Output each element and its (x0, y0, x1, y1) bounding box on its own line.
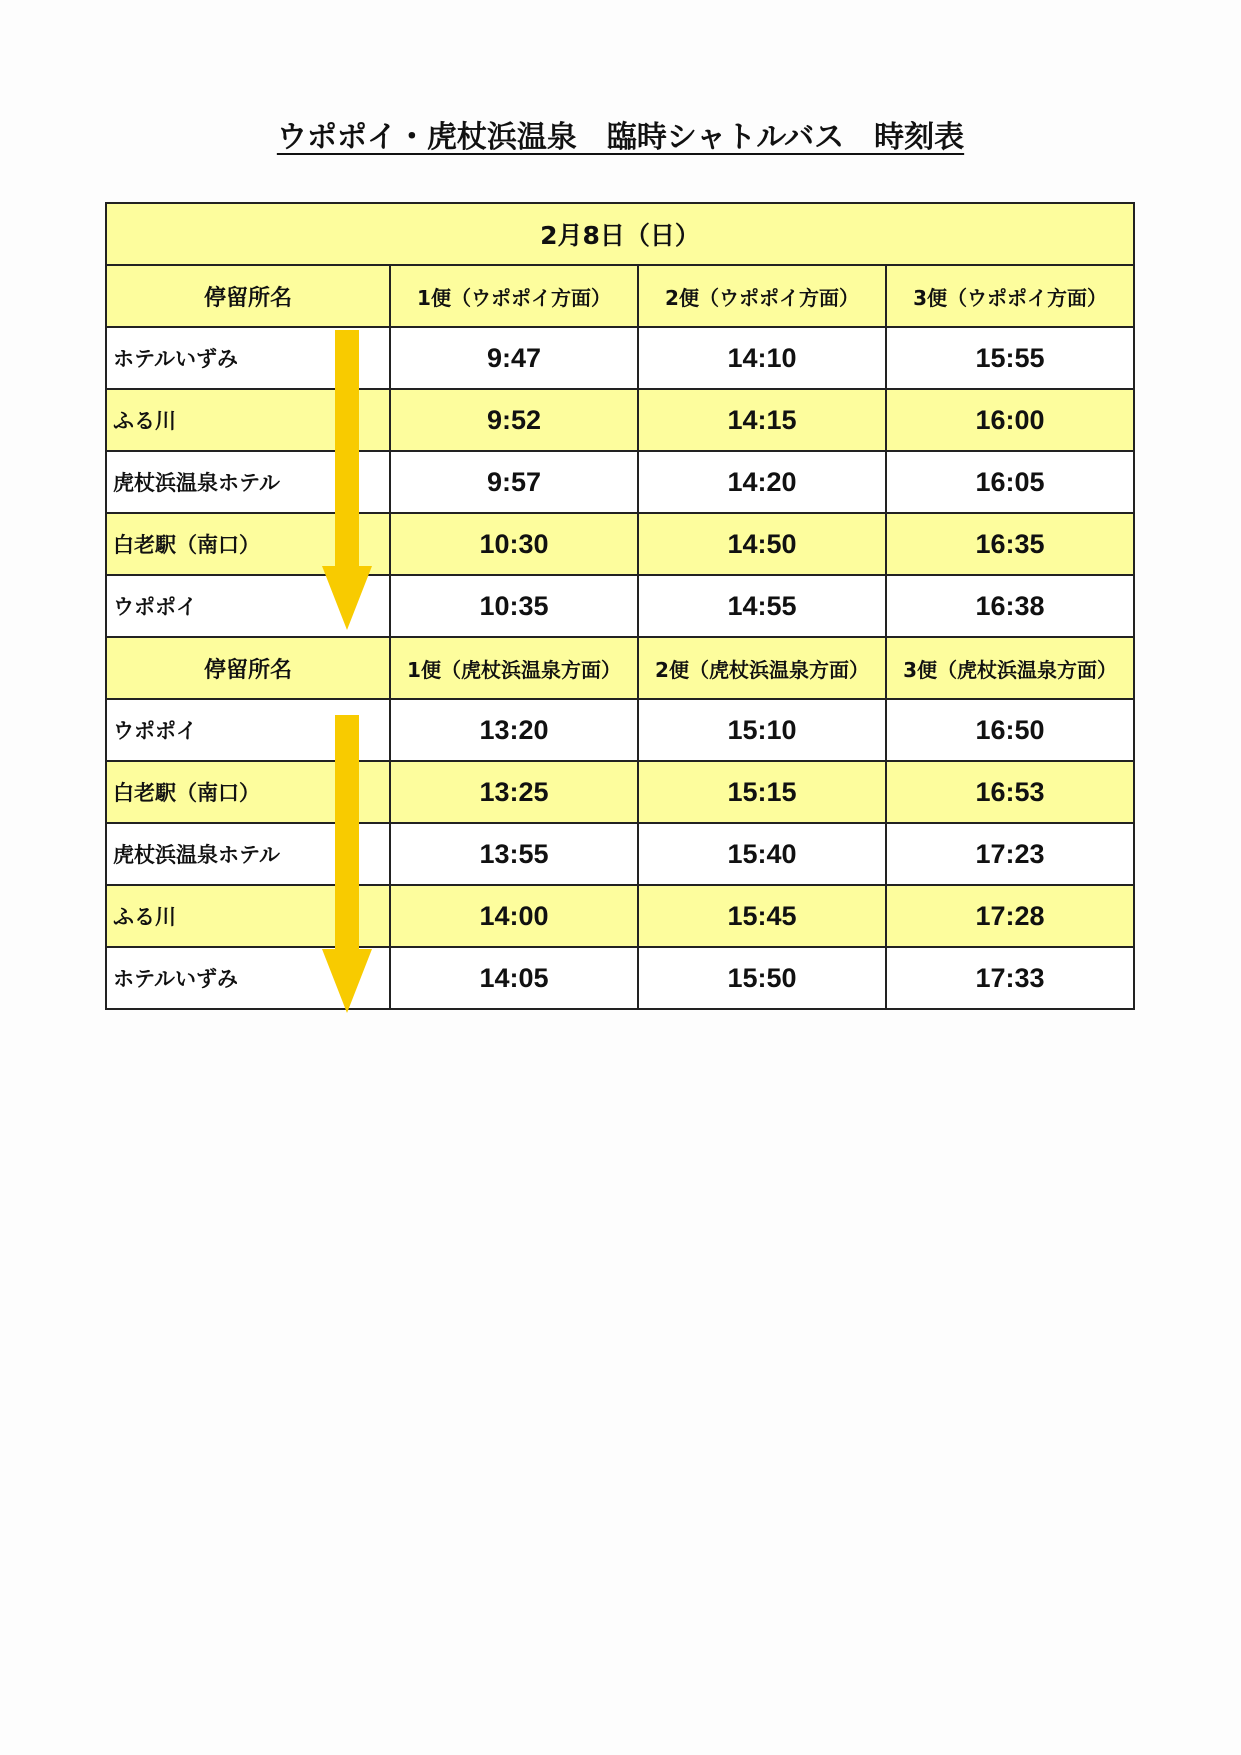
stop-name: 白老駅（南口） (106, 761, 390, 823)
header-row (106, 637, 1134, 699)
stop-name: ウポポイ (106, 575, 390, 637)
table-row (106, 761, 1134, 823)
departure-time: 9:47 (390, 327, 638, 389)
header-trip-2: 2便（虎杖浜温泉方面） (638, 637, 886, 699)
departure-time: 16:38 (886, 575, 1134, 637)
departure-time: 17:23 (886, 823, 1134, 885)
header-trip-3: 3便（ウポポイ方面） (886, 265, 1134, 327)
stop-name: ふる川 (106, 885, 390, 947)
departure-time: 15:15 (638, 761, 886, 823)
departure-time: 17:28 (886, 885, 1134, 947)
departure-time: 14:00 (390, 885, 638, 947)
departure-time: 16:00 (886, 389, 1134, 451)
stop-name: ふる川 (106, 389, 390, 451)
departure-time: 10:35 (390, 575, 638, 637)
title-text: ウポポイ・虎杖浜温泉 臨時シャトルバス 時刻表 (276, 120, 965, 155)
header-stop-name: 停留所名 (106, 637, 390, 699)
departure-time: 14:55 (638, 575, 886, 637)
departure-time: 15:55 (886, 327, 1134, 389)
header-stop-name: 停留所名 (106, 265, 390, 327)
departure-time: 13:55 (390, 823, 638, 885)
table-row (106, 389, 1134, 451)
header-row (106, 265, 1134, 327)
stop-name: 虎杖浜温泉ホテル (106, 451, 390, 513)
header-trip-1: 1便（ウポポイ方面） (390, 265, 638, 327)
departure-time: 15:45 (638, 885, 886, 947)
stop-name: ホテルいずみ (106, 947, 390, 1009)
page-title (0, 112, 1241, 156)
timetable (105, 202, 1135, 1010)
departure-time: 14:50 (638, 513, 886, 575)
stop-name: ホテルいずみ (106, 327, 390, 389)
departure-time: 13:20 (390, 699, 638, 761)
departure-time: 10:30 (390, 513, 638, 575)
table-row (106, 947, 1134, 1009)
stop-name: 虎杖浜温泉ホテル (106, 823, 390, 885)
departure-time: 14:05 (390, 947, 638, 1009)
departure-time: 16:35 (886, 513, 1134, 575)
departure-time: 15:50 (638, 947, 886, 1009)
table-row (106, 513, 1134, 575)
departure-time: 14:10 (638, 327, 886, 389)
departure-time: 15:40 (638, 823, 886, 885)
departure-time: 15:10 (638, 699, 886, 761)
header-trip-1: 1便（虎杖浜温泉方面） (390, 637, 638, 699)
departure-time: 14:20 (638, 451, 886, 513)
table-row (106, 885, 1134, 947)
table-row (106, 327, 1134, 389)
departure-time: 13:25 (390, 761, 638, 823)
departure-time: 9:57 (390, 451, 638, 513)
departure-time: 17:33 (886, 947, 1134, 1009)
table-row (106, 823, 1134, 885)
stop-name: 白老駅（南口） (106, 513, 390, 575)
table-row (106, 451, 1134, 513)
departure-time: 16:53 (886, 761, 1134, 823)
header-trip-3: 3便（虎杖浜温泉方面） (886, 637, 1134, 699)
table-row (106, 575, 1134, 637)
departure-time: 16:05 (886, 451, 1134, 513)
departure-time: 14:15 (638, 389, 886, 451)
header-trip-2: 2便（ウポポイ方面） (638, 265, 886, 327)
stop-name: ウポポイ (106, 699, 390, 761)
table-row (106, 699, 1134, 761)
date-row (106, 203, 1134, 265)
date-label: 2月8日（日） (106, 203, 1134, 265)
departure-time: 16:50 (886, 699, 1134, 761)
departure-time: 9:52 (390, 389, 638, 451)
